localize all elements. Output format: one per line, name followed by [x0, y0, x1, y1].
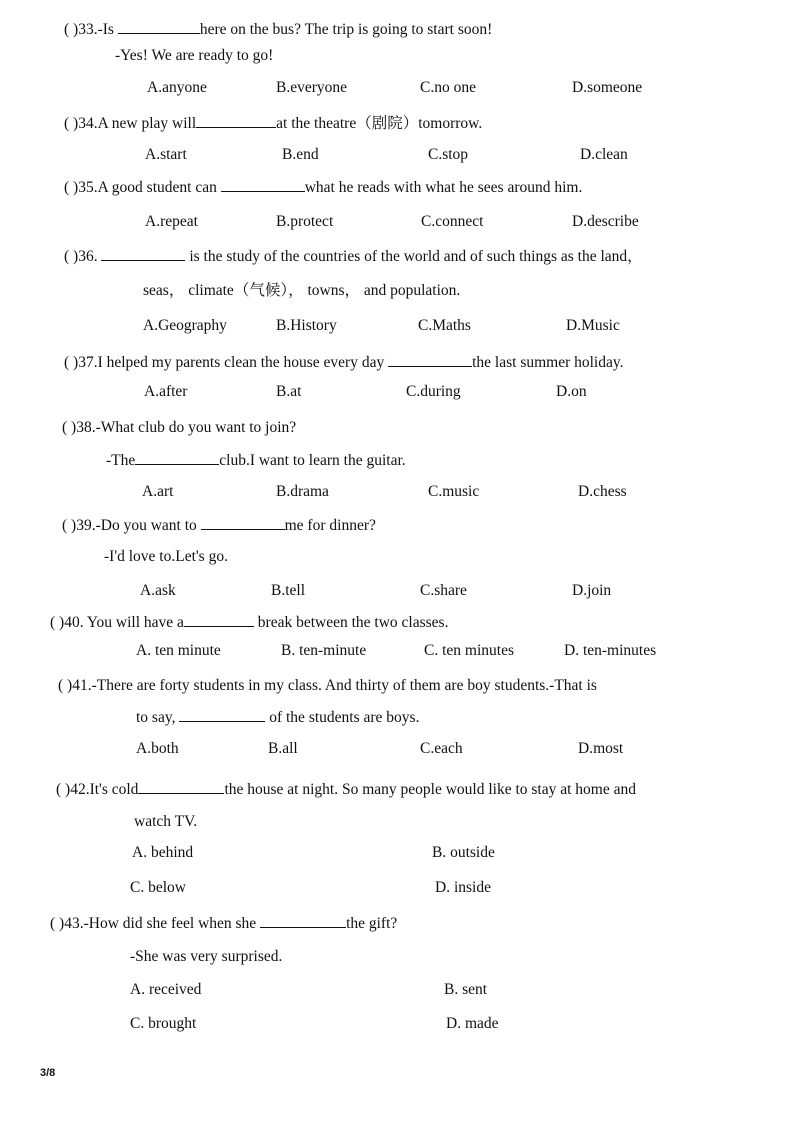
option-c[interactable]: C.music [428, 483, 480, 500]
question-36-cont: seas， climate（气候）， towns， and population. [143, 282, 461, 299]
option-a[interactable]: A.both [136, 740, 179, 757]
option-a[interactable]: A.art [142, 483, 174, 500]
question-text: )42.It's cold [65, 781, 139, 798]
cont-text: to say, [136, 709, 180, 726]
question-text-cont: the house at night. So many people would like to stay at home and [224, 781, 636, 798]
reply-text-cont: club.I want to learn the guitar. [219, 452, 406, 469]
page-number: 3/8 [40, 1067, 56, 1079]
option-d[interactable]: D. ten-minutes [564, 642, 657, 659]
question-37 [64, 352, 624, 373]
question-42-cont: watch TV. [134, 813, 198, 830]
question-text-cont: here on the bus? The trip is going to start soon! [199, 21, 493, 38]
question-text: )34.A new play will [73, 115, 197, 132]
question-text: )43.-How did she feel when she [59, 915, 261, 932]
question-text-cont: the last summer holiday. [472, 354, 624, 371]
question-text: )39.-Do you want to [71, 517, 201, 534]
option-b[interactable]: B.at [276, 383, 302, 400]
answer-paren[interactable]: ( [50, 614, 60, 631]
question-33-reply: -Yes! We are ready to go! [115, 47, 274, 64]
question-38-reply [106, 450, 406, 471]
answer-paren[interactable]: ( [62, 419, 72, 436]
question-text-cont: at the theatre（剧院）tomorrow. [276, 115, 483, 132]
answer-paren[interactable]: ( [64, 179, 74, 196]
question-43 [50, 913, 397, 934]
option-d[interactable]: D.someone [572, 79, 643, 96]
cont-text-2: of the students are boys. [265, 709, 420, 726]
option-c[interactable]: C.stop [428, 146, 469, 163]
option-a[interactable]: A.repeat [145, 213, 198, 230]
option-a[interactable]: A.ask [140, 582, 176, 599]
question-42 [56, 779, 636, 800]
option-c[interactable]: C.share [420, 582, 467, 599]
option-d[interactable]: D.clean [580, 146, 628, 163]
option-b[interactable]: B. outside [432, 844, 495, 861]
answer-blank[interactable] [138, 779, 224, 794]
option-c[interactable]: C.during [406, 383, 461, 400]
answer-paren[interactable]: ( [50, 915, 60, 932]
question-40 [50, 612, 448, 633]
question-text: )35.A good student can [73, 179, 221, 196]
question-text-cont: the gift? [346, 915, 398, 932]
question-39-reply: -I'd love to.Let's go. [104, 548, 228, 565]
option-d[interactable]: D. inside [435, 879, 491, 896]
option-c[interactable]: C.Maths [418, 317, 471, 334]
answer-blank[interactable] [179, 707, 265, 722]
answer-blank[interactable] [101, 246, 185, 261]
answer-paren[interactable]: ( [64, 21, 74, 38]
option-c[interactable]: C.no one [420, 79, 476, 96]
option-b[interactable]: B.protect [276, 213, 334, 230]
question-text: )38.-What club do you want to join? [71, 419, 297, 436]
option-a[interactable]: A.after [144, 383, 188, 400]
question-text: )33.-Is [73, 21, 118, 38]
option-d[interactable]: D.on [556, 383, 587, 400]
option-a[interactable]: A. received [130, 981, 202, 998]
answer-paren[interactable]: ( [64, 248, 74, 265]
option-b[interactable]: B.all [268, 740, 298, 757]
answer-blank[interactable] [388, 352, 472, 367]
question-33 [64, 19, 492, 40]
option-d[interactable]: D.Music [566, 317, 620, 334]
option-c[interactable]: C. brought [130, 1015, 197, 1032]
option-d[interactable]: D. made [446, 1015, 499, 1032]
option-b[interactable]: B.drama [276, 483, 329, 500]
answer-paren[interactable]: ( [62, 517, 72, 534]
option-a[interactable]: A. behind [132, 844, 194, 861]
question-text: )36. [73, 248, 102, 265]
question-text: )37.I helped my parents clean the house every day [73, 354, 389, 371]
option-c[interactable]: C.each [420, 740, 463, 757]
option-d[interactable]: D.chess [578, 483, 627, 500]
option-a[interactable]: A.start [145, 146, 187, 163]
question-41-cont [136, 707, 419, 728]
answer-paren[interactable]: ( [58, 677, 68, 694]
option-c[interactable]: C.connect [421, 213, 484, 230]
option-a[interactable]: A. ten minute [136, 642, 221, 659]
question-text-cont: break between the two classes. [253, 614, 449, 631]
option-b[interactable]: B.tell [271, 582, 306, 599]
question-38 [62, 418, 296, 438]
answer-blank[interactable] [260, 913, 346, 928]
answer-blank[interactable] [184, 612, 254, 627]
option-c[interactable]: C. below [130, 879, 186, 896]
option-d[interactable]: D.describe [572, 213, 639, 230]
reply-text: -The [106, 452, 136, 469]
question-43-reply: -She was very surprised. [130, 948, 283, 965]
question-text: )41.-There are forty students in my class. And thirty of them are boy students.-That is [67, 677, 597, 694]
question-text-cont: what he reads with what he sees around him. [304, 179, 583, 196]
option-a[interactable]: A.Geography [143, 317, 227, 334]
question-text-cont: is the study of the countries of the world and of such things as the land， [185, 248, 643, 265]
answer-blank[interactable] [135, 450, 219, 465]
question-34 [64, 113, 482, 134]
question-35 [64, 177, 582, 198]
answer-paren[interactable]: ( [56, 781, 66, 798]
question-39 [62, 515, 376, 536]
answer-blank[interactable] [196, 113, 276, 128]
answer-paren[interactable]: ( [64, 354, 74, 371]
option-b[interactable]: B. ten-minute [281, 642, 367, 659]
answer-blank[interactable] [221, 177, 305, 192]
answer-blank[interactable] [201, 515, 285, 530]
answer-blank[interactable] [118, 19, 200, 34]
question-text-cont: me for dinner? [284, 517, 376, 534]
option-b[interactable]: B. sent [444, 981, 488, 998]
option-c[interactable]: C. ten minutes [424, 642, 514, 659]
option-d[interactable]: D.most [578, 740, 624, 757]
option-a[interactable]: A.anyone [147, 79, 207, 96]
option-b[interactable]: B.History [276, 317, 337, 334]
question-36 [64, 246, 643, 267]
question-text: )40. You will have a [59, 614, 184, 631]
option-d[interactable]: D.join [572, 582, 612, 599]
question-41 [58, 676, 597, 696]
option-b[interactable]: B.everyone [276, 79, 348, 96]
answer-paren[interactable]: ( [64, 115, 74, 132]
option-b[interactable]: B.end [282, 146, 319, 163]
